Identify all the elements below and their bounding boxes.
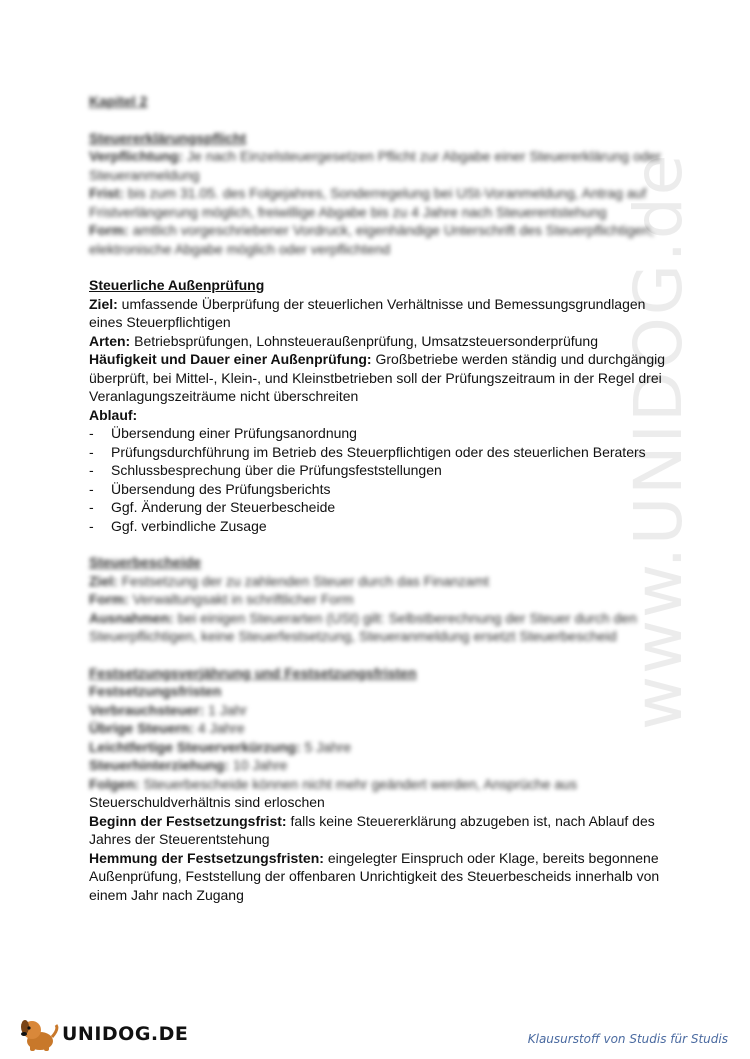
logo-text: UNIDOG.DE (62, 1022, 189, 1045)
paragraph-arten: Arten: Betriebsprüfungen, Lohnsteueraußenprüfung, Umsatzsteuersonderprüfung (89, 332, 598, 349)
paragraph: Form: amtlich vorgeschriebener Vordruck, eigenhändige Unterschrift des Steuerpflichtigen, elektronische Abgabe möglich oder verpflichtend (89, 222, 654, 257)
section-steuerbescheide (89, 553, 669, 646)
paragraph: Leichtfertige Steuerverkürzung: 5 Jahre (89, 738, 352, 755)
ablauf-label: Ablauf: (89, 406, 138, 423)
subheading: Festsetzungsfristen (89, 683, 222, 699)
list-item: - Schlussbesprechung über die Prüfungsfeststellungen (89, 461, 669, 480)
paragraph: Verpflichtung: Je nach Einzelsteuergesetzen Pflicht zur Abgabe einer Steuererklärung oder Steueranmeldung (89, 148, 661, 183)
section-title: Festsetzungsverjährung und Festsetzungsfristen (89, 664, 417, 681)
paragraph-folgen: Folgen: Steuerbescheide können nicht mehr geändert werden, Ansprüche aus (89, 775, 577, 792)
footer-slogan: Klausurstoff von Studis für Studis (527, 1032, 728, 1046)
document-body (89, 92, 697, 904)
section-steuererklaerungspflicht (89, 129, 669, 259)
paragraph: Verbrauchsteuer: 1 Jahr (89, 701, 247, 718)
list-item: - Prüfungsdurchführung im Betrieb des Steuerpflichtigen oder des steuerlichen Beraters (89, 443, 669, 462)
paragraph-beginn: Beginn der Festsetzungsfrist: falls keine Steuererklärung abzugeben ist, nach Ablauf des Jahres der Steuerentstehung (89, 812, 655, 847)
paragraph-folgen-cont: Steuerschuldverhältnis sind erloschen (89, 794, 325, 810)
dog-mascot-icon (18, 1015, 60, 1053)
paragraph-haeufigkeit: Häufigkeit und Dauer einer Außenprüfung: Großbetriebe werden ständig und durchgängig überprüft, bei Mittel-, Klein-, und Kleinstbetrieben soll der Prüfungszeitraum in der Regel drei Veranlagungszeiträume nicht überschreiten (89, 351, 666, 404)
watermark-text: www.UNIDOG.de (620, 152, 697, 730)
paragraph: Form: Verwaltungsakt in schriftlicher Form (89, 591, 354, 607)
list-item: - Ggf. verbindliche Zusage (89, 517, 669, 536)
paragraph: Ziel: Festsetzung der zu zahlenden Steuer durch das Finanzamt (89, 572, 489, 589)
paragraph: Steuerhinterziehung: 10 Jahre (89, 757, 288, 773)
paragraph-ziel: Ziel: umfassende Überprüfung der steuerlichen Verhältnisse und Bemessungsgrundlagen eines Steuerpflichtigen (89, 295, 646, 330)
section-aussenpruefung (89, 276, 669, 535)
list-item: - Übersendung des Prüfungsberichts (89, 480, 669, 499)
section-title: Steuerbescheide (89, 554, 202, 570)
section-title: Steuerliche Außenprüfung (89, 277, 265, 293)
chapter-heading: Kapitel 2 (89, 93, 148, 109)
list-item: - Ggf. Änderung der Steuerbescheide (89, 498, 669, 517)
ablauf-list (89, 424, 669, 535)
paragraph: Frist: bis zum 31.05. des Folgejahres, Sonderregelung bei USt-Voranmeldung, Antrag auf Fristverlängerung möglich, freiwillige Abgabe bis zu 4 Jahre nach Steuerentstehung (89, 185, 647, 220)
list-item: - Übersendung einer Prüfungsanordnung (89, 424, 669, 443)
unidog-logo (18, 1015, 188, 1053)
section-festsetzung (89, 664, 669, 905)
paragraph: Ausnahmen: bei einigen Steuerarten (USt) gilt: Selbstberechnung der Steuer durch den Steuerpflichtigen, keine Steuerfestsetzung, Steueranmeldung ersetzt Steuerbescheid (89, 609, 637, 644)
paragraph: Übrige Steuern: 4 Jahre (89, 720, 245, 736)
paragraph-hemmung: Hemmung der Festsetzungsfristen: eingelegter Einspruch oder Klage, bereits begonnene Außenprüfung, Feststellung der offenbaren Unrichtigkeit des Steuerbescheids innerhalb von einem Jahr nach Zugang (89, 849, 660, 903)
section-title: Steuererklärungspflicht (89, 129, 247, 146)
